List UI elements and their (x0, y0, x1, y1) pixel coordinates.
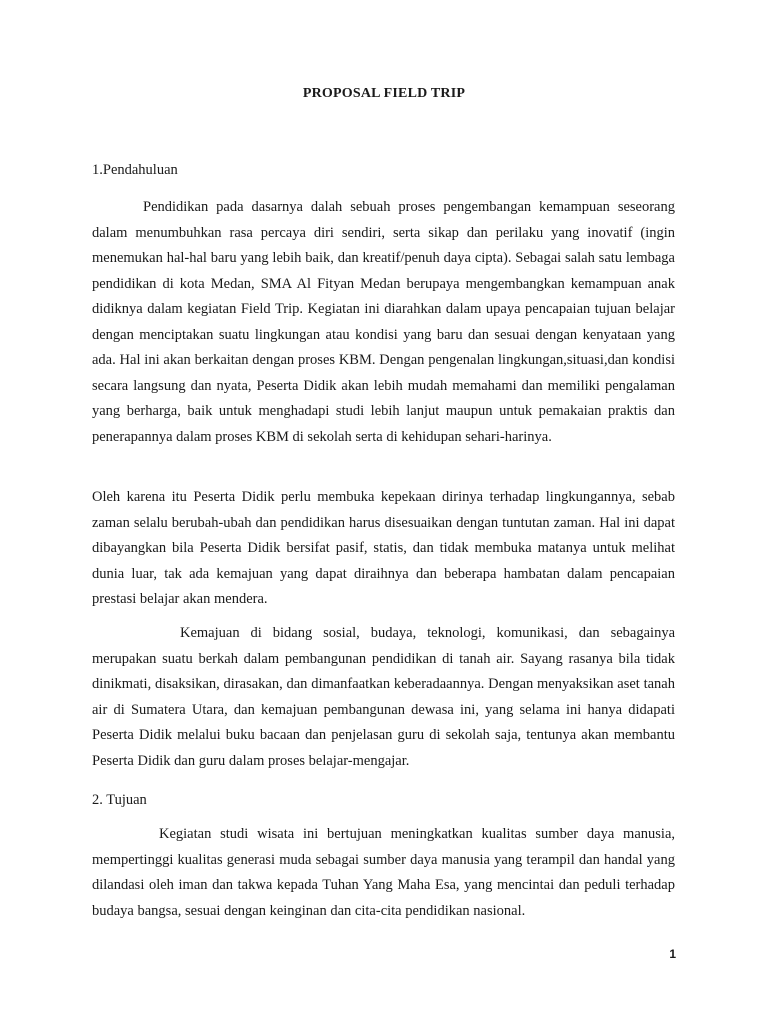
paragraph-pendahuluan-3: Kemajuan di bidang sosial, budaya, teknologi, komunikasi, dan sebagainya merupakan suatu berkah dalam pembangunan pendidikan di tanah air. Sayang rasanya bila tidak dinikmati, disaksikan, dirasakan, dan dimanfaatkan keberadaannya. Dengan menyaksikan aset tanah air di Sumatera Utara, dan kemajuan pembangunan dewasa ini, yang selama ini hanya didapati Peserta Didik melalui buku bacaan dan penjelasan guru di sekolah saja, tentunya akan membantu Peserta Didik dan guru dalam proses belajar-mengajar. (92, 625, 675, 769)
paragraph-pendahuluan-1: Pendidikan pada dasarnya dalah sebuah proses pengembangan kemampuan seseorang dalam menumbuhkan rasa percaya diri sendiri, serta sikap dan perilaku yang inovatif (ingin menemukan hal-hal baru yang lebih baik, dan kreatif/penuh daya cipta). Sebagai salah satu lembaga pendidikan di kota Medan, SMA Al Fityan Medan berupaya mengembangkan kemampuan anak didiknya dalam kegiatan Field Trip. Kegiatan ini diarahkan dalam upaya pencapaian tujuan belajar dengan menciptakan suatu lingkungan atau kondisi yang baru dan sesuai dengan kenyataan yang ada. Hal ini akan berkaitan dengan proses KBM. Dengan pengenalan lingkungan,situasi,dan kondisi secara langsung dan nyata, Peserta Didik akan lebih mudah memahami dan memiliki pengalaman yang berharga, baik untuk menghadapi studi lebih lanjut maupun untuk pemakaian praktis dan penerapannya dalam proses KBM di sekolah serta di kehidupan sehari-harinya. (92, 199, 675, 445)
section-heading-tujuan: 2. Tujuan (92, 792, 147, 808)
paragraph-pendahuluan-2: Oleh karena itu Peserta Didik perlu membuka kepekaan dirinya terhadap lingkungannya, sebab zaman selalu berubah-ubah dan pendidikan harus disesuaikan dengan tuntutan zaman. Hal ini dapat dibayangkan bila Peserta Didik bersifat pasif, statis, dan tidak membuka matanya untuk melihat dunia luar, tak ada kemajuan yang dapat diraihnya dan beberapa hambatan dalam pencapaian prestasi belajar akan mendera. (92, 489, 675, 607)
section-heading-pendahuluan: 1.Pendahuluan (92, 162, 178, 178)
document-title: PROPOSAL FIELD TRIP (302, 86, 466, 101)
paragraph-tujuan-1: Kegiatan studi wisata ini bertujuan meningkatkan kualitas sumber daya manusia, mempertinggi kualitas generasi muda sebagai sumber daya manusia yang terampil dan handal yang dilandasi oleh iman dan takwa kepada Tuhan Yang Maha Esa, yang mencintai dan peduli terhadap budaya bangsa, sesuai dengan keinginan dan cita-cita pendidikan nasional. (92, 826, 675, 919)
page-number: 1 (669, 947, 676, 961)
